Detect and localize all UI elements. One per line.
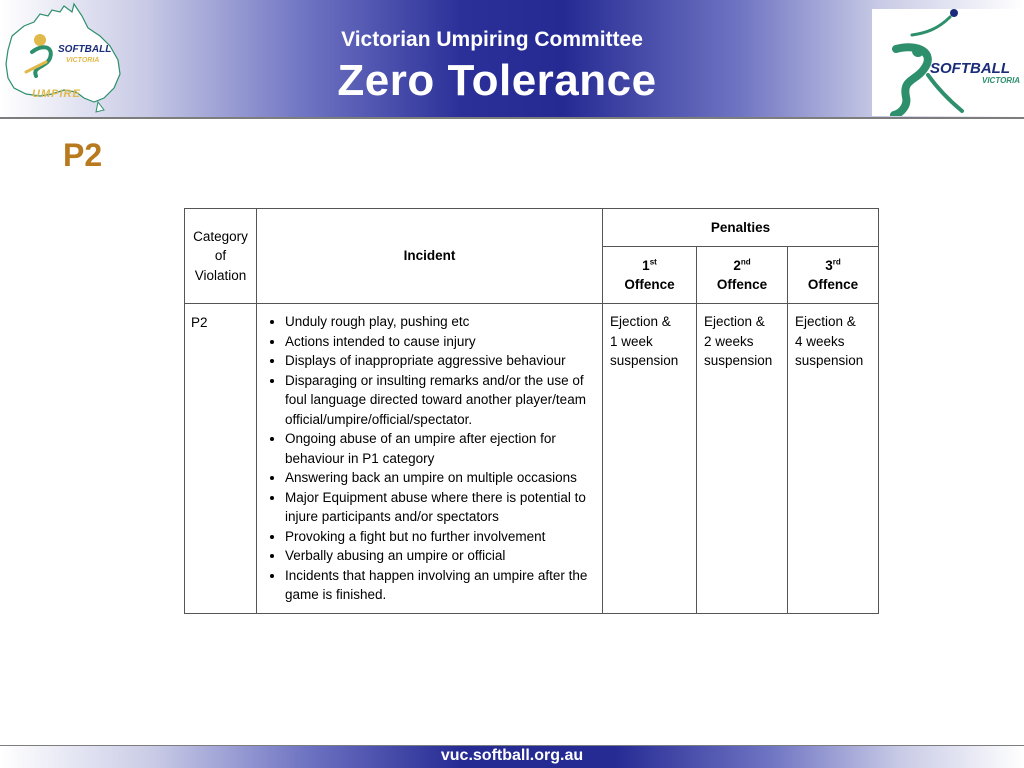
offence-label: Offence — [807, 277, 859, 292]
offence-label: Offence — [624, 277, 675, 292]
logo-left-subtext: VICTORIA — [66, 57, 100, 64]
penalty-line: Ejection & — [704, 314, 765, 329]
incident-list — [271, 312, 596, 605]
offence-number: 1 — [642, 257, 650, 273]
page-subtitle: Victorian Umpiring Committee — [341, 28, 643, 51]
list-item: • Incidents that happen involving an umpire after the game is finished. — [285, 566, 596, 605]
logo-left-text: SOFTBALL — [58, 44, 112, 55]
incident-cell — [257, 304, 603, 614]
category-cell: P2 — [185, 304, 257, 614]
third-offence-penalty — [788, 304, 879, 614]
list-item: • Displays of inappropriate aggressive behaviour — [285, 351, 596, 371]
list-item: • Answering back an umpire on multiple occasions — [285, 468, 596, 488]
list-item: • Provoking a fight but no further involvement — [285, 527, 596, 547]
softball-victoria-logo — [872, 9, 1024, 116]
page-title: Zero Tolerance — [337, 56, 657, 105]
offence-suffix: rd — [832, 257, 841, 266]
footer-url: vuc.softball.org.au — [440, 747, 584, 764]
penalties-header: Penalties — [603, 209, 879, 247]
list-item: • Unduly rough play, pushing etc — [285, 312, 596, 332]
list-item: • Ongoing abuse of an umpire after ejection for behaviour in P1 category — [285, 429, 596, 468]
footer-banner — [0, 746, 1024, 768]
offence-number: 2 — [733, 257, 741, 273]
penalty-line: suspension — [704, 353, 773, 368]
category-header — [185, 209, 257, 304]
incident-header: Incident — [257, 209, 603, 304]
offence-label: Offence — [716, 277, 768, 292]
penalty-line: 1 week — [610, 333, 653, 349]
list-item: • Actions intended to cause injury — [285, 332, 596, 352]
third-offence-header — [788, 247, 879, 304]
logo-umpire-text: UMPIRE — [32, 88, 81, 100]
logo-right-subtext: VICTORIA — [982, 76, 1021, 85]
header-banner — [0, 0, 1024, 117]
first-offence-penalty — [603, 304, 697, 614]
penalty-table — [184, 208, 879, 614]
list-item: • Disparaging or insulting remarks and/or the use of foul language directed toward another player/team official/umpire/official/spectator. — [285, 371, 596, 430]
header-divider — [0, 117, 1024, 119]
list-item: • Major Equipment abuse where there is potential to injure participants and/or spectators — [285, 488, 596, 527]
table-header-row — [185, 209, 879, 247]
first-offence-header — [603, 247, 697, 304]
penalty-line: suspension — [610, 353, 679, 368]
penalty-line: Ejection & — [610, 314, 671, 329]
category-header-line: of — [214, 248, 227, 264]
penalty-line: Ejection & — [795, 314, 856, 329]
penalty-line: suspension — [795, 353, 864, 368]
logo-right-text: SOFTBALL — [930, 60, 1010, 77]
second-offence-header — [697, 247, 788, 304]
list-item: • Verbally abusing an umpire or official — [285, 546, 596, 566]
penalty-line: 4 weeks — [795, 333, 845, 349]
table-row — [185, 304, 879, 614]
category-header-line: Violation — [194, 267, 247, 283]
second-offence-penalty — [697, 304, 788, 614]
offence-number: 3 — [825, 257, 833, 273]
category-header-line: Category — [193, 228, 248, 244]
offence-suffix: st — [649, 257, 657, 266]
penalty-line: 2 weeks — [704, 333, 754, 349]
section-heading: P2 — [63, 137, 103, 173]
offence-suffix: nd — [740, 257, 751, 266]
